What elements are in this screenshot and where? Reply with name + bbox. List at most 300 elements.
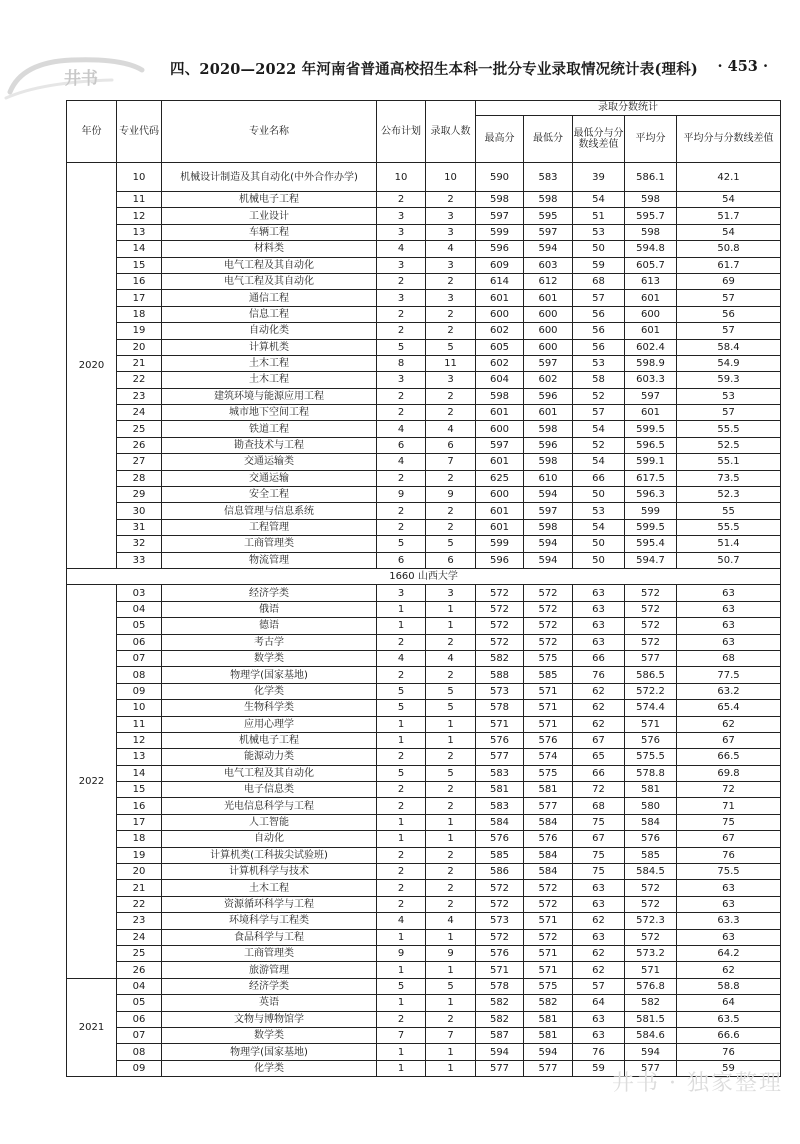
cell-name: 人工智能 — [162, 814, 377, 830]
cell-max: 600 — [476, 487, 524, 503]
cell-code: 25 — [117, 945, 162, 961]
cell-min-diff: 53 — [573, 224, 625, 240]
cell-plan: 2 — [377, 864, 426, 880]
cell-name: 数学类 — [162, 650, 377, 666]
cell-admit: 5 — [426, 765, 476, 781]
cell-max: 582 — [476, 995, 524, 1011]
cell-avg-diff: 57 — [677, 323, 781, 339]
cell-min-diff: 50 — [573, 552, 625, 568]
cell-name: 旅游管理 — [162, 962, 377, 978]
cell-admit: 7 — [426, 1027, 476, 1043]
cell-admit: 1 — [426, 814, 476, 830]
cell-name: 工业设计 — [162, 208, 377, 224]
cell-name: 机械设计制造及其自动化(中外合作办学) — [162, 163, 377, 192]
table-row — [67, 880, 781, 896]
cell-code: 11 — [117, 192, 162, 208]
cell-name: 机械电子工程 — [162, 192, 377, 208]
cell-plan: 2 — [377, 519, 426, 535]
cell-avg: 598.9 — [625, 355, 677, 371]
cell-plan: 2 — [377, 634, 426, 650]
cell-name: 机械电子工程 — [162, 732, 377, 748]
table-row — [67, 241, 781, 257]
cell-min-diff: 63 — [573, 896, 625, 912]
cell-min: 598 — [524, 519, 573, 535]
cell-avg-diff: 56 — [677, 306, 781, 322]
cell-max: 597 — [476, 437, 524, 453]
cell-avg-diff: 53 — [677, 388, 781, 404]
cell-max: 597 — [476, 208, 524, 224]
cell-admit: 1 — [426, 1060, 476, 1076]
cell-min: 576 — [524, 732, 573, 748]
cell-avg-diff: 77.5 — [677, 667, 781, 683]
cell-min: 612 — [524, 273, 573, 289]
cell-avg-diff: 72 — [677, 782, 781, 798]
cell-max: 599 — [476, 536, 524, 552]
cell-avg: 576.8 — [625, 978, 677, 994]
cell-admit: 3 — [426, 372, 476, 388]
cell-name: 生物科学类 — [162, 700, 377, 716]
cell-max: 576 — [476, 732, 524, 748]
cell-name: 工程管理 — [162, 519, 377, 535]
cell-max: 625 — [476, 470, 524, 486]
cell-min-diff: 54 — [573, 192, 625, 208]
cell-plan: 2 — [377, 782, 426, 798]
cell-min: 572 — [524, 929, 573, 945]
cell-name: 文物与博物馆学 — [162, 1011, 377, 1027]
cell-avg-diff: 61.7 — [677, 257, 781, 273]
cell-plan: 4 — [377, 913, 426, 929]
cell-code: 08 — [117, 667, 162, 683]
cell-min: 577 — [524, 1060, 573, 1076]
cell-avg: 599 — [625, 503, 677, 519]
cell-admit: 2 — [426, 405, 476, 421]
cell-avg-diff: 62 — [677, 716, 781, 732]
cell-avg-diff: 63 — [677, 618, 781, 634]
cell-name: 德语 — [162, 618, 377, 634]
cell-name: 经济学类 — [162, 585, 377, 601]
cell-min: 610 — [524, 470, 573, 486]
cell-avg: 586.1 — [625, 163, 677, 192]
cell-avg: 596.5 — [625, 437, 677, 453]
cell-max: 598 — [476, 192, 524, 208]
cell-code: 07 — [117, 1027, 162, 1043]
cell-avg-diff: 59.3 — [677, 372, 781, 388]
cell-min: 602 — [524, 372, 573, 388]
cell-admit: 2 — [426, 634, 476, 650]
cell-max: 571 — [476, 962, 524, 978]
cell-admit: 7 — [426, 454, 476, 470]
cell-code: 22 — [117, 372, 162, 388]
cell-admit: 6 — [426, 552, 476, 568]
cell-min-diff: 62 — [573, 683, 625, 699]
cell-max: 601 — [476, 454, 524, 470]
cell-min: 597 — [524, 224, 573, 240]
cell-min: 594 — [524, 536, 573, 552]
table-row — [67, 372, 781, 388]
cell-code: 31 — [117, 519, 162, 535]
cell-avg: 573.2 — [625, 945, 677, 961]
cell-min-diff: 75 — [573, 814, 625, 830]
cell-avg: 578.8 — [625, 765, 677, 781]
cell-admit: 2 — [426, 667, 476, 683]
cell-min: 584 — [524, 864, 573, 880]
cell-name: 土木工程 — [162, 355, 377, 371]
cell-admit: 4 — [426, 913, 476, 929]
cell-name: 应用心理学 — [162, 716, 377, 732]
cell-name: 物理学(国家基地) — [162, 667, 377, 683]
cell-admit: 4 — [426, 650, 476, 666]
cell-min-diff: 62 — [573, 716, 625, 732]
cell-avg-diff: 58.8 — [677, 978, 781, 994]
cell-name: 食品科学与工程 — [162, 929, 377, 945]
cell-plan: 7 — [377, 1027, 426, 1043]
cell-min: 572 — [524, 896, 573, 912]
cell-code: 32 — [117, 536, 162, 552]
cell-name: 城市地下空间工程 — [162, 405, 377, 421]
cell-min-diff: 75 — [573, 864, 625, 880]
cell-admit: 1 — [426, 831, 476, 847]
cell-admit: 2 — [426, 273, 476, 289]
cell-plan: 1 — [377, 929, 426, 945]
cell-avg: 605.7 — [625, 257, 677, 273]
header-code: 专业代码 — [117, 101, 162, 163]
cell-max: 604 — [476, 372, 524, 388]
cell-name: 物流管理 — [162, 552, 377, 568]
table-row — [67, 1011, 781, 1027]
cell-plan: 5 — [377, 765, 426, 781]
cell-min: 598 — [524, 192, 573, 208]
cell-min-diff: 68 — [573, 273, 625, 289]
cell-max: 601 — [476, 405, 524, 421]
table-row — [67, 224, 781, 240]
table-row — [67, 798, 781, 814]
cell-min: 572 — [524, 634, 573, 650]
cell-max: 598 — [476, 388, 524, 404]
table-row — [67, 945, 781, 961]
cell-name: 俄语 — [162, 601, 377, 617]
table-row — [67, 192, 781, 208]
header-max: 最高分 — [476, 116, 524, 163]
cell-min-diff: 68 — [573, 798, 625, 814]
cell-avg-diff: 55.5 — [677, 519, 781, 535]
cell-avg-diff: 63 — [677, 585, 781, 601]
cell-admit: 3 — [426, 224, 476, 240]
year-cell: 2021 — [67, 978, 117, 1076]
cell-avg: 581 — [625, 782, 677, 798]
table-row — [67, 634, 781, 650]
cell-name: 光电信息科学与工程 — [162, 798, 377, 814]
cell-admit: 2 — [426, 503, 476, 519]
watermark-text: 井书 · 独家整理 — [612, 1071, 783, 1096]
cell-admit: 1 — [426, 716, 476, 732]
cell-min-diff: 63 — [573, 585, 625, 601]
cell-min-diff: 50 — [573, 536, 625, 552]
cell-admit: 3 — [426, 290, 476, 306]
cell-admit: 9 — [426, 487, 476, 503]
cell-code: 21 — [117, 880, 162, 896]
table-row — [67, 437, 781, 453]
cell-avg: 582 — [625, 995, 677, 1011]
cell-plan: 3 — [377, 290, 426, 306]
cell-avg-diff: 57 — [677, 405, 781, 421]
cell-avg-diff: 59 — [677, 1060, 781, 1076]
cell-max: 599 — [476, 224, 524, 240]
page-number: · 453 · — [717, 58, 768, 75]
cell-min-diff: 66 — [573, 470, 625, 486]
cell-avg-diff: 50.7 — [677, 552, 781, 568]
cell-code: 20 — [117, 864, 162, 880]
table-row — [67, 831, 781, 847]
cell-admit: 2 — [426, 798, 476, 814]
cell-min: 571 — [524, 683, 573, 699]
table-row — [67, 503, 781, 519]
cell-min: 596 — [524, 388, 573, 404]
cell-code: 07 — [117, 650, 162, 666]
cell-max: 614 — [476, 273, 524, 289]
header-avg: 平均分 — [625, 116, 677, 163]
cell-plan: 1 — [377, 601, 426, 617]
cell-min-diff: 63 — [573, 1027, 625, 1043]
table-row — [67, 765, 781, 781]
table-row — [67, 962, 781, 978]
table-row — [67, 355, 781, 371]
cell-avg: 571 — [625, 716, 677, 732]
cell-name: 计算机类 — [162, 339, 377, 355]
cell-name: 自动化类 — [162, 323, 377, 339]
header-year: 年份 — [67, 101, 117, 163]
cell-code: 19 — [117, 323, 162, 339]
year-cell: 2020 — [67, 163, 117, 569]
cell-code: 18 — [117, 831, 162, 847]
cell-avg: 572.3 — [625, 913, 677, 929]
table-row — [67, 339, 781, 355]
cell-avg-diff: 71 — [677, 798, 781, 814]
cell-avg: 572 — [625, 896, 677, 912]
cell-avg-diff: 50.8 — [677, 241, 781, 257]
cell-min-diff: 39 — [573, 163, 625, 192]
cell-min-diff: 54 — [573, 519, 625, 535]
cell-code: 12 — [117, 732, 162, 748]
cell-code: 26 — [117, 962, 162, 978]
cell-min-diff: 59 — [573, 1060, 625, 1076]
cell-code: 30 — [117, 503, 162, 519]
cell-avg-diff: 52.5 — [677, 437, 781, 453]
year-cell: 2022 — [67, 585, 117, 978]
cell-avg: 575.5 — [625, 749, 677, 765]
cell-min-diff: 56 — [573, 339, 625, 355]
cell-name: 电子信息类 — [162, 782, 377, 798]
cell-avg: 599.1 — [625, 454, 677, 470]
table-row — [67, 700, 781, 716]
cell-max: 601 — [476, 503, 524, 519]
cell-name: 计算机科学与技术 — [162, 864, 377, 880]
cell-name: 化学类 — [162, 1060, 377, 1076]
table-row — [67, 585, 781, 601]
table-row — [67, 1027, 781, 1043]
cell-plan: 3 — [377, 224, 426, 240]
table-row — [67, 847, 781, 863]
cell-code: 09 — [117, 1060, 162, 1076]
cell-max: 582 — [476, 1011, 524, 1027]
cell-max: 581 — [476, 782, 524, 798]
header-admit: 录取人数 — [426, 101, 476, 163]
cell-min-diff: 76 — [573, 667, 625, 683]
cell-max: 583 — [476, 798, 524, 814]
cell-plan: 1 — [377, 618, 426, 634]
cell-plan: 5 — [377, 536, 426, 552]
cell-avg-diff: 54.9 — [677, 355, 781, 371]
cell-min: 585 — [524, 667, 573, 683]
cell-admit: 2 — [426, 782, 476, 798]
cell-code: 03 — [117, 585, 162, 601]
cell-code: 22 — [117, 896, 162, 912]
cell-avg: 597 — [625, 388, 677, 404]
cell-min: 571 — [524, 700, 573, 716]
cell-admit: 5 — [426, 700, 476, 716]
cell-min-diff: 67 — [573, 732, 625, 748]
table-row — [67, 405, 781, 421]
cell-min-diff: 63 — [573, 634, 625, 650]
table-row — [67, 782, 781, 798]
cell-avg: 594.7 — [625, 552, 677, 568]
cell-min-diff: 65 — [573, 749, 625, 765]
cell-min-diff: 76 — [573, 1044, 625, 1060]
cell-avg: 581.5 — [625, 1011, 677, 1027]
cell-plan: 2 — [377, 388, 426, 404]
cell-avg: 572 — [625, 618, 677, 634]
cell-admit: 4 — [426, 241, 476, 257]
cell-name: 环境科学与工程类 — [162, 913, 377, 929]
cell-min: 598 — [524, 421, 573, 437]
cell-admit: 3 — [426, 257, 476, 273]
cell-code: 21 — [117, 355, 162, 371]
cell-admit: 2 — [426, 847, 476, 863]
cell-avg: 596.3 — [625, 487, 677, 503]
cell-name: 电气工程及其自动化 — [162, 765, 377, 781]
table-row — [67, 306, 781, 322]
cell-avg-diff: 63 — [677, 601, 781, 617]
cell-code: 06 — [117, 1011, 162, 1027]
cell-avg-diff: 62 — [677, 962, 781, 978]
table-row — [67, 1044, 781, 1060]
cell-code: 16 — [117, 798, 162, 814]
cell-min-diff: 64 — [573, 995, 625, 1011]
cell-max: 601 — [476, 519, 524, 535]
cell-name: 经济学类 — [162, 978, 377, 994]
cell-plan: 2 — [377, 306, 426, 322]
cell-min: 601 — [524, 290, 573, 306]
cell-admit: 2 — [426, 896, 476, 912]
cell-plan: 2 — [377, 1011, 426, 1027]
cell-max: 596 — [476, 552, 524, 568]
cell-max: 601 — [476, 290, 524, 306]
cell-max: 577 — [476, 1060, 524, 1076]
cell-admit: 2 — [426, 323, 476, 339]
cell-min: 571 — [524, 913, 573, 929]
school-row — [67, 568, 781, 584]
cell-code: 05 — [117, 995, 162, 1011]
cell-plan: 2 — [377, 273, 426, 289]
cell-min: 571 — [524, 962, 573, 978]
cell-admit: 6 — [426, 437, 476, 453]
cell-code: 12 — [117, 208, 162, 224]
cell-max: 588 — [476, 667, 524, 683]
table-row — [67, 552, 781, 568]
table-row — [67, 749, 781, 765]
cell-min-diff: 62 — [573, 945, 625, 961]
cell-name: 材料类 — [162, 241, 377, 257]
cell-min: 572 — [524, 601, 573, 617]
table-row — [67, 208, 781, 224]
cell-avg-diff: 76 — [677, 847, 781, 863]
cell-code: 23 — [117, 388, 162, 404]
cell-max: 600 — [476, 421, 524, 437]
cell-avg: 603.3 — [625, 372, 677, 388]
table-row — [67, 519, 781, 535]
cell-admit: 4 — [426, 421, 476, 437]
cell-name: 化学类 — [162, 683, 377, 699]
cell-min: 572 — [524, 618, 573, 634]
cell-min-diff: 50 — [573, 487, 625, 503]
cell-code: 28 — [117, 470, 162, 486]
table-row — [67, 601, 781, 617]
cell-max: 584 — [476, 814, 524, 830]
cell-avg-diff: 63.3 — [677, 913, 781, 929]
cell-code: 04 — [117, 601, 162, 617]
cell-avg: 594.8 — [625, 241, 677, 257]
cell-avg-diff: 57 — [677, 290, 781, 306]
cell-avg-diff: 55.1 — [677, 454, 781, 470]
table-row — [67, 388, 781, 404]
cell-admit: 2 — [426, 864, 476, 880]
cell-avg: 601 — [625, 405, 677, 421]
cell-plan: 4 — [377, 650, 426, 666]
cell-min-diff: 54 — [573, 454, 625, 470]
cell-max: 582 — [476, 650, 524, 666]
table-row — [67, 929, 781, 945]
cell-avg: 601 — [625, 290, 677, 306]
table-row — [67, 487, 781, 503]
cell-min: 597 — [524, 355, 573, 371]
cell-plan: 10 — [377, 163, 426, 192]
cell-plan: 2 — [377, 798, 426, 814]
cell-name: 土木工程 — [162, 372, 377, 388]
cell-avg: 595.7 — [625, 208, 677, 224]
cell-avg-diff: 55 — [677, 503, 781, 519]
cell-avg: 574.4 — [625, 700, 677, 716]
cell-min-diff: 56 — [573, 306, 625, 322]
header-avg-diff: 平均分与分数线差值 — [677, 116, 781, 163]
cell-plan: 1 — [377, 1060, 426, 1076]
cell-plan: 1 — [377, 995, 426, 1011]
cell-code: 15 — [117, 257, 162, 273]
cell-min-diff: 57 — [573, 405, 625, 421]
cell-avg-diff: 63.2 — [677, 683, 781, 699]
cell-min-diff: 63 — [573, 1011, 625, 1027]
cell-avg: 600 — [625, 306, 677, 322]
cell-avg-diff: 63.5 — [677, 1011, 781, 1027]
cell-min-diff: 57 — [573, 978, 625, 994]
cell-code: 09 — [117, 683, 162, 699]
table-row — [67, 913, 781, 929]
cell-min: 594 — [524, 552, 573, 568]
cell-plan: 2 — [377, 192, 426, 208]
cell-admit: 1 — [426, 732, 476, 748]
cell-max: 572 — [476, 634, 524, 650]
table-row — [67, 454, 781, 470]
cell-min: 600 — [524, 323, 573, 339]
table-row — [67, 421, 781, 437]
